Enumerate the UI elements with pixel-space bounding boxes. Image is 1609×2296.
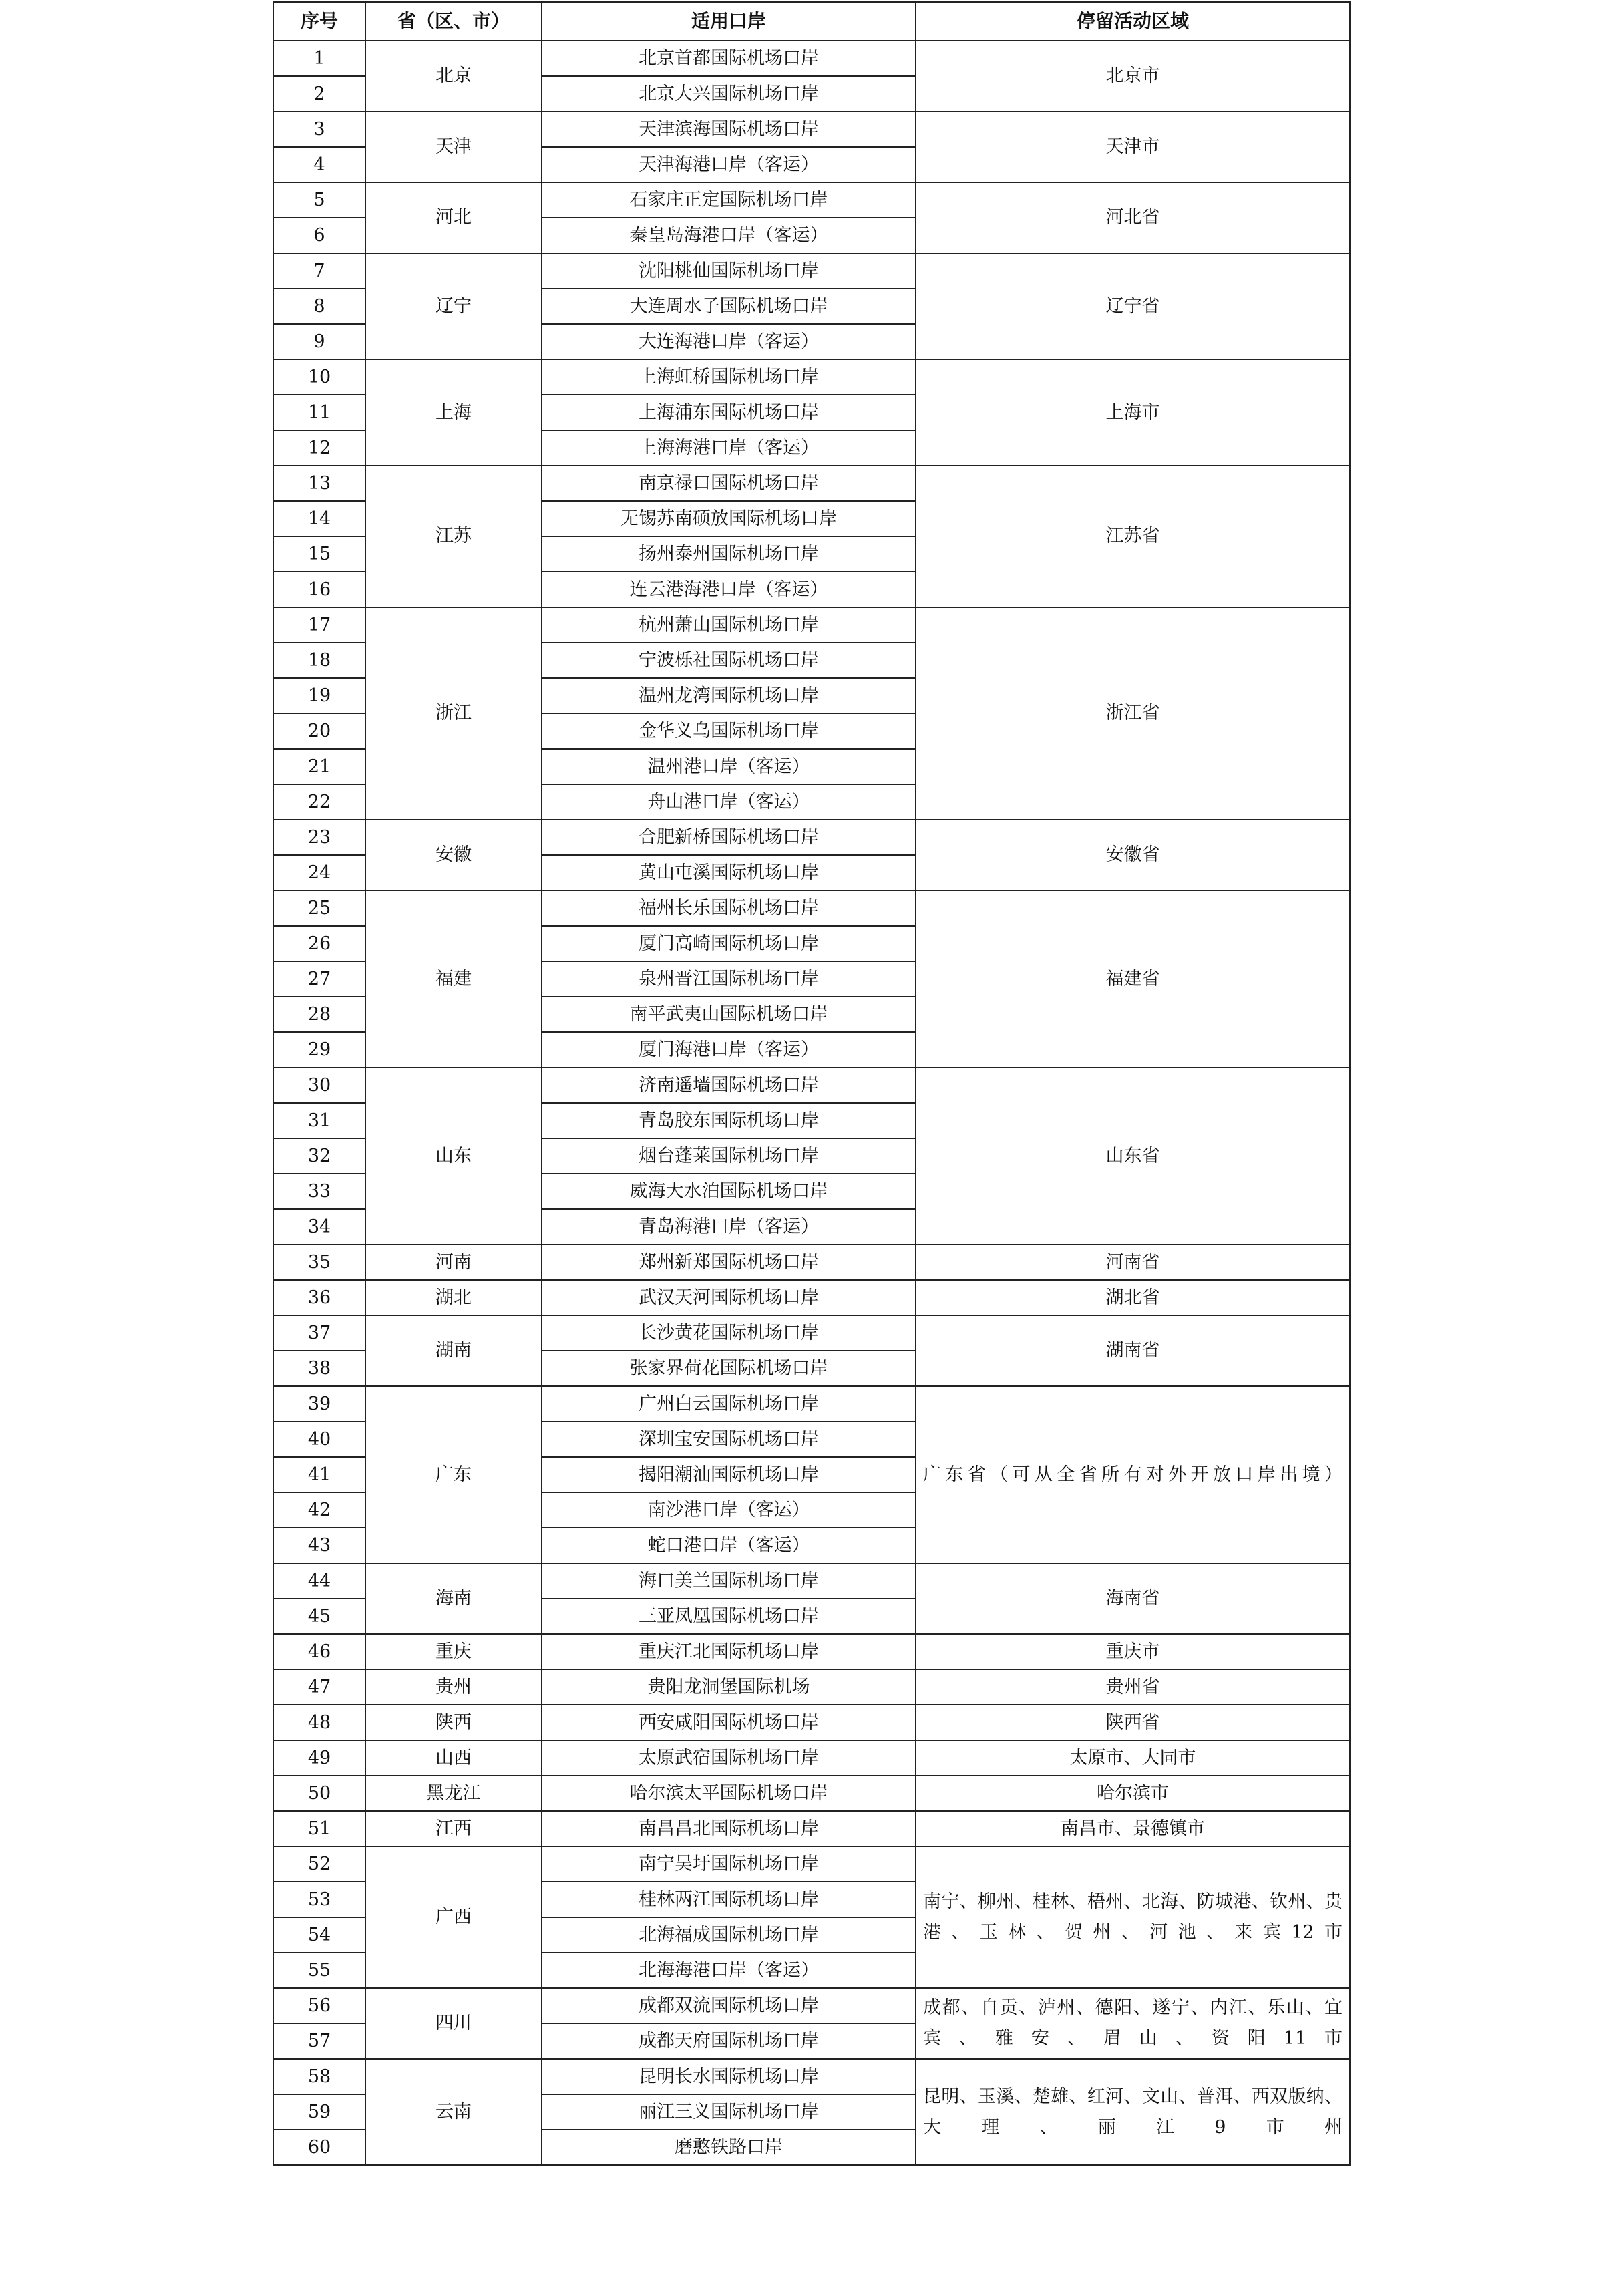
province-cell: 湖北 (365, 1280, 542, 1315)
row-number: 57 (273, 2023, 365, 2059)
province-cell: 重庆 (365, 1634, 542, 1669)
port-cell: 上海浦东国际机场口岸 (542, 395, 916, 430)
port-cell: 南沙港口岸（客运） (542, 1492, 916, 1528)
region-cell: 福建省 (916, 890, 1350, 1068)
region-cell: 湖北省 (916, 1280, 1350, 1315)
row-number: 31 (273, 1103, 365, 1138)
port-cell: 秦皇岛海港口岸（客运） (542, 218, 916, 253)
region-cell: 太原市、大同市 (916, 1740, 1350, 1776)
row-number: 13 (273, 466, 365, 501)
table-row (273, 1386, 1350, 1422)
port-cell: 北京首都国际机场口岸 (542, 41, 916, 76)
port-cell: 南京禄口国际机场口岸 (542, 466, 916, 501)
ports-table (273, 1, 1351, 2166)
region-cell: 上海市 (916, 359, 1350, 466)
table-row (273, 1315, 1350, 1351)
row-number: 53 (273, 1882, 365, 1917)
region-cell: 成都、自贡、泸州、德阳、遂宁、内江、乐山、宜宾、雅安、眉山、资阳11市 (916, 1988, 1350, 2059)
table-row (273, 182, 1350, 218)
province-cell: 广东 (365, 1386, 542, 1563)
row-number: 4 (273, 147, 365, 182)
port-cell: 郑州新郑国际机场口岸 (542, 1245, 916, 1280)
table-body (273, 41, 1350, 2165)
port-cell: 磨憨铁路口岸 (542, 2130, 916, 2165)
region-cell: 海南省 (916, 1563, 1350, 1634)
row-number: 47 (273, 1669, 365, 1705)
table-row (273, 1634, 1350, 1669)
port-cell: 张家界荷花国际机场口岸 (542, 1351, 916, 1386)
row-number: 22 (273, 784, 365, 820)
row-number: 28 (273, 997, 365, 1032)
row-number: 45 (273, 1599, 365, 1634)
row-number: 15 (273, 536, 365, 572)
row-number: 52 (273, 1846, 365, 1882)
province-cell: 湖南 (365, 1315, 542, 1386)
region-cell: 浙江省 (916, 607, 1350, 820)
region-cell: 重庆市 (916, 1634, 1350, 1669)
row-number: 35 (273, 1245, 365, 1280)
port-cell: 广州白云国际机场口岸 (542, 1386, 916, 1422)
province-cell: 贵州 (365, 1669, 542, 1705)
region-cell: 南昌市、景德镇市 (916, 1811, 1350, 1846)
port-cell: 贵阳龙洞堡国际机场 (542, 1669, 916, 1705)
port-cell: 南平武夷山国际机场口岸 (542, 997, 916, 1032)
port-cell: 威海大水泊国际机场口岸 (542, 1174, 916, 1209)
row-number: 42 (273, 1492, 365, 1528)
row-number: 8 (273, 289, 365, 324)
row-number: 30 (273, 1068, 365, 1103)
province-cell: 北京 (365, 41, 542, 112)
header-region: 停留活动区域 (916, 2, 1350, 41)
row-number: 5 (273, 182, 365, 218)
province-cell: 天津 (365, 112, 542, 182)
port-cell: 北海福成国际机场口岸 (542, 1917, 916, 1953)
table-row (273, 1846, 1350, 1882)
port-cell: 温州龙湾国际机场口岸 (542, 678, 916, 713)
port-cell: 天津滨海国际机场口岸 (542, 112, 916, 147)
province-cell: 云南 (365, 2059, 542, 2165)
port-cell: 石家庄正定国际机场口岸 (542, 182, 916, 218)
port-cell: 重庆江北国际机场口岸 (542, 1634, 916, 1669)
row-number: 44 (273, 1563, 365, 1599)
row-number: 20 (273, 713, 365, 749)
port-cell: 丽江三义国际机场口岸 (542, 2094, 916, 2130)
row-number: 46 (273, 1634, 365, 1669)
table-row (273, 1563, 1350, 1599)
region-cell: 南宁、柳州、桂林、梧州、北海、防城港、钦州、贵港、玉林、贺州、河池、来宾12市 (916, 1846, 1350, 1988)
row-number: 9 (273, 324, 365, 359)
table-row (273, 890, 1350, 926)
province-cell: 福建 (365, 890, 542, 1068)
port-cell: 昆明长水国际机场口岸 (542, 2059, 916, 2094)
table-row (273, 1280, 1350, 1315)
port-cell: 无锡苏南硕放国际机场口岸 (542, 501, 916, 536)
row-number: 21 (273, 749, 365, 784)
port-cell: 长沙黄花国际机场口岸 (542, 1315, 916, 1351)
row-number: 39 (273, 1386, 365, 1422)
region-cell: 安徽省 (916, 820, 1350, 890)
port-cell: 南昌昌北国际机场口岸 (542, 1811, 916, 1846)
row-number: 50 (273, 1776, 365, 1811)
port-cell: 扬州泰州国际机场口岸 (542, 536, 916, 572)
table-row (273, 41, 1350, 76)
table-row (273, 1811, 1350, 1846)
row-number: 2 (273, 76, 365, 112)
province-cell: 陕西 (365, 1705, 542, 1740)
port-cell: 北京大兴国际机场口岸 (542, 76, 916, 112)
row-number: 7 (273, 253, 365, 289)
row-number: 40 (273, 1422, 365, 1457)
province-cell: 上海 (365, 359, 542, 466)
row-number: 49 (273, 1740, 365, 1776)
row-number: 19 (273, 678, 365, 713)
region-cell: 辽宁省 (916, 253, 1350, 359)
region-cell: 北京市 (916, 41, 1350, 112)
province-cell: 浙江 (365, 607, 542, 820)
row-number: 16 (273, 572, 365, 607)
row-number: 55 (273, 1953, 365, 1988)
row-number: 3 (273, 112, 365, 147)
row-number: 23 (273, 820, 365, 855)
row-number: 11 (273, 395, 365, 430)
table-row (273, 1988, 1350, 2023)
region-cell: 昆明、玉溪、楚雄、红河、文山、普洱、西双版纳、大理、丽江9市州 (916, 2059, 1350, 2165)
table-row (273, 359, 1350, 395)
row-number: 27 (273, 961, 365, 997)
port-cell: 武汉天河国际机场口岸 (542, 1280, 916, 1315)
row-number: 34 (273, 1209, 365, 1245)
row-number: 58 (273, 2059, 365, 2094)
port-cell: 太原武宿国际机场口岸 (542, 1740, 916, 1776)
province-cell: 黑龙江 (365, 1776, 542, 1811)
port-cell: 天津海港口岸（客运） (542, 147, 916, 182)
port-cell: 大连海港口岸（客运） (542, 324, 916, 359)
province-cell: 安徽 (365, 820, 542, 890)
row-number: 54 (273, 1917, 365, 1953)
port-cell: 青岛胶东国际机场口岸 (542, 1103, 916, 1138)
table-row (273, 1669, 1350, 1705)
port-cell: 舟山港口岸（客运） (542, 784, 916, 820)
row-number: 36 (273, 1280, 365, 1315)
province-cell: 河北 (365, 182, 542, 253)
port-cell: 泉州晋江国际机场口岸 (542, 961, 916, 997)
table-row (273, 1705, 1350, 1740)
row-number: 24 (273, 855, 365, 890)
row-number: 12 (273, 430, 365, 466)
port-cell: 哈尔滨太平国际机场口岸 (542, 1776, 916, 1811)
table-row (273, 1068, 1350, 1103)
port-cell: 合肥新桥国际机场口岸 (542, 820, 916, 855)
port-cell: 南宁吴圩国际机场口岸 (542, 1846, 916, 1882)
port-cell: 金华义乌国际机场口岸 (542, 713, 916, 749)
row-number: 60 (273, 2130, 365, 2165)
province-cell: 辽宁 (365, 253, 542, 359)
table-row (273, 2059, 1350, 2094)
row-number: 17 (273, 607, 365, 643)
row-number: 29 (273, 1032, 365, 1068)
region-cell: 天津市 (916, 112, 1350, 182)
region-cell: 湖南省 (916, 1315, 1350, 1386)
row-number: 1 (273, 41, 365, 76)
row-number: 51 (273, 1811, 365, 1846)
region-cell: 贵州省 (916, 1669, 1350, 1705)
table-row (273, 112, 1350, 147)
port-cell: 宁波栎社国际机场口岸 (542, 643, 916, 678)
row-number: 26 (273, 926, 365, 961)
table-row (273, 820, 1350, 855)
header-row (273, 2, 1350, 41)
port-cell: 大连周水子国际机场口岸 (542, 289, 916, 324)
header-port: 适用口岸 (542, 2, 916, 41)
port-cell: 杭州萧山国际机场口岸 (542, 607, 916, 643)
table-row (273, 607, 1350, 643)
port-cell: 上海海港口岸（客运） (542, 430, 916, 466)
port-cell: 成都天府国际机场口岸 (542, 2023, 916, 2059)
region-cell: 河北省 (916, 182, 1350, 253)
header-no: 序号 (273, 2, 365, 41)
region-cell: 江苏省 (916, 466, 1350, 607)
row-number: 14 (273, 501, 365, 536)
row-number: 25 (273, 890, 365, 926)
port-cell: 烟台蓬莱国际机场口岸 (542, 1138, 916, 1174)
port-cell: 温州港口岸（客运） (542, 749, 916, 784)
row-number: 41 (273, 1457, 365, 1492)
province-cell: 四川 (365, 1988, 542, 2059)
row-number: 38 (273, 1351, 365, 1386)
table-row (273, 1245, 1350, 1280)
province-cell: 海南 (365, 1563, 542, 1634)
port-cell: 连云港海港口岸（客运） (542, 572, 916, 607)
port-cell: 揭阳潮汕国际机场口岸 (542, 1457, 916, 1492)
row-number: 43 (273, 1528, 365, 1563)
region-cell: 陕西省 (916, 1705, 1350, 1740)
province-cell: 山东 (365, 1068, 542, 1245)
row-number: 18 (273, 643, 365, 678)
port-cell: 上海虹桥国际机场口岸 (542, 359, 916, 395)
region-cell: 河南省 (916, 1245, 1350, 1280)
region-cell: 哈尔滨市 (916, 1776, 1350, 1811)
port-cell: 黄山屯溪国际机场口岸 (542, 855, 916, 890)
port-cell: 厦门高崎国际机场口岸 (542, 926, 916, 961)
port-cell: 三亚凤凰国际机场口岸 (542, 1599, 916, 1634)
header-province: 省（区、市） (365, 2, 542, 41)
row-number: 48 (273, 1705, 365, 1740)
province-cell: 山西 (365, 1740, 542, 1776)
region-cell: 广东省（可从全省所有对外开放口岸出境） (916, 1386, 1350, 1563)
port-cell: 成都双流国际机场口岸 (542, 1988, 916, 2023)
row-number: 59 (273, 2094, 365, 2130)
port-cell: 桂林两江国际机场口岸 (542, 1882, 916, 1917)
row-number: 32 (273, 1138, 365, 1174)
province-cell: 江西 (365, 1811, 542, 1846)
row-number: 10 (273, 359, 365, 395)
province-cell: 江苏 (365, 466, 542, 607)
port-cell: 北海海港口岸（客运） (542, 1953, 916, 1988)
port-cell: 海口美兰国际机场口岸 (542, 1563, 916, 1599)
port-cell: 沈阳桃仙国际机场口岸 (542, 253, 916, 289)
port-cell: 深圳宝安国际机场口岸 (542, 1422, 916, 1457)
table-row (273, 1776, 1350, 1811)
table-row (273, 1740, 1350, 1776)
table-row (273, 466, 1350, 501)
row-number: 33 (273, 1174, 365, 1209)
region-cell: 山东省 (916, 1068, 1350, 1245)
port-cell: 蛇口港口岸（客运） (542, 1528, 916, 1563)
table-row (273, 253, 1350, 289)
port-cell: 济南遥墙国际机场口岸 (542, 1068, 916, 1103)
row-number: 56 (273, 1988, 365, 2023)
port-cell: 厦门海港口岸（客运） (542, 1032, 916, 1068)
province-cell: 河南 (365, 1245, 542, 1280)
port-cell: 青岛海港口岸（客运） (542, 1209, 916, 1245)
province-cell: 广西 (365, 1846, 542, 1988)
row-number: 37 (273, 1315, 365, 1351)
row-number: 6 (273, 218, 365, 253)
port-cell: 福州长乐国际机场口岸 (542, 890, 916, 926)
port-cell: 西安咸阳国际机场口岸 (542, 1705, 916, 1740)
